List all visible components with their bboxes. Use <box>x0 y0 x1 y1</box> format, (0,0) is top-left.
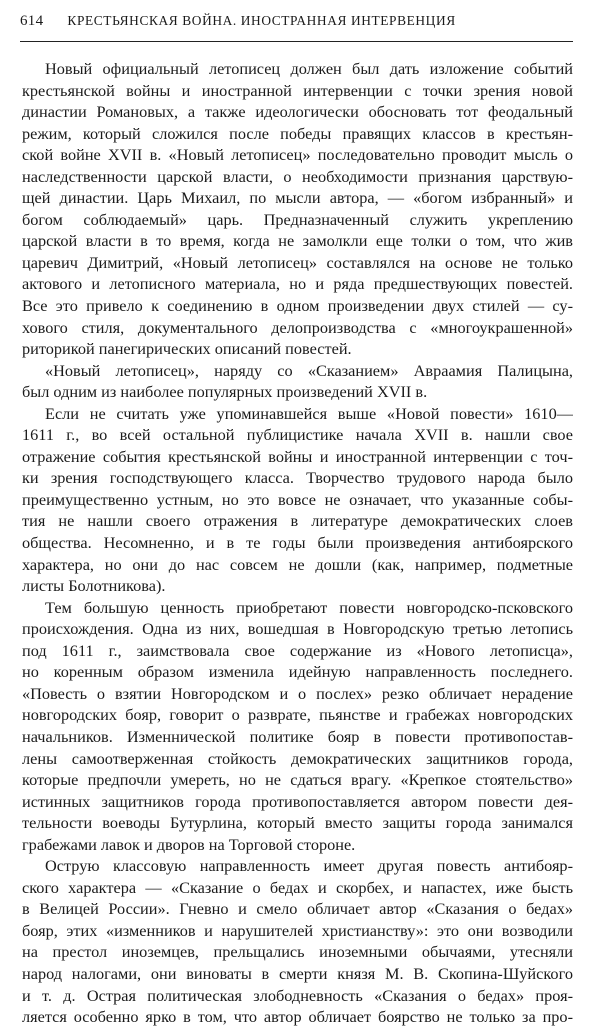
text-line: был одним из наиболее популярных произведений XVII в. <box>22 382 428 402</box>
text-line: династии Романовых, а также идеологически обосновать тот феодальный <box>22 102 573 122</box>
text-line: начальников. Изменнической политике бояр в повести противопостав- <box>22 726 573 746</box>
text-line: богом соблюдаемый» царь. Предназначенный служить укреплению <box>22 209 573 229</box>
body-text <box>22 58 573 1028</box>
text-line: хового стиля, документального делопроизводства с «многоукрашенной» <box>22 317 573 337</box>
text-line: грабежами лавок и дворов на Торговой стороне. <box>22 834 356 854</box>
text-line: «Повесть о взятии Новгородском и о послех» резко обличает нерадение <box>22 683 573 703</box>
text-line: бояр, этих «изменников и нарушителей христианству»: это они возводили <box>22 920 573 940</box>
text-line: режим, который сложился после победы правящих классов в крестьян- <box>22 123 573 143</box>
text-line: ляется особенно ярко в том, что автор обличает боярство не только за про- <box>22 1007 573 1027</box>
text-line: ки зрения господствующего класса. Творчество трудового народа было <box>22 468 573 488</box>
text-line: «Новый летописец», наряду со «Сказанием» Авраамия Палицына, <box>45 360 573 380</box>
text-line: общества. Несомненно, и в те годы были произведения антибоярского <box>22 533 573 553</box>
text-line: Тем большую ценность приобретают повести новгородско-псковского <box>45 597 573 617</box>
text-line: наследственности царской власти, о необходимости признания царствую- <box>22 166 573 186</box>
running-title: КРЕСТЬЯНСКАЯ ВОЙНА. ИНОСТРАННАЯ ИНТЕРВЕНЦИЯ <box>67 13 456 28</box>
text-line: тельности воеводы Бутурлина, который вместо защиты города занимался <box>22 813 573 833</box>
text-line: Все это привело к соединению в одном произведении двух стилей — су- <box>22 296 573 316</box>
text-line: риторикой панегирических описаний повестей. <box>22 339 352 359</box>
text-line: в Велицей России». Гневно и смело обличает автор «Сказания о бедах» <box>22 899 573 919</box>
text-line: и т. д. Острая политическая злободневность «Сказания о бедах» проя- <box>22 985 573 1005</box>
text-line: которые предпочли умереть, но не сдаться врагу. «Крепкое стоятельство» <box>22 770 573 790</box>
header-rule <box>20 41 573 42</box>
text-line: отражение события крестьянской войны и иностранной интервенции с точ- <box>22 446 573 466</box>
text-line: характера, но они до нас совсем не дошли (как, например, подметные <box>22 554 573 574</box>
text-line: под 1611 г., заимствовала свое содержание из «Нового летописца», <box>22 640 573 660</box>
text-line: листы Болотникова). <box>22 576 166 596</box>
text-line: крестьянской войны и иностранной интервенции с точки зрения новой <box>22 80 573 100</box>
text-line: Острую классовую направленность имеет другая повесть антибояр- <box>45 856 573 876</box>
text-line: царской власти в то время, когда не замолкли еще толки о том, что жив <box>22 231 573 251</box>
text-line: народ налогами, они виноваты в смерти князя М. В. Скопина-Шуйского <box>22 963 573 983</box>
text-line: новгородских бояр, говорит о разврате, пьянстве и грабежах новгородских <box>22 705 573 725</box>
text-line: на престол иноземцев, прельщались иноземными обычаями, утесняли <box>22 942 573 962</box>
text-line: преимущественно устным, но это вовсе не означает, что указанные собы- <box>22 489 573 509</box>
text-line: 1611 г., во всей остальной публицистике начала XVII в. нашли свое <box>22 425 573 445</box>
text-line: ской войне XVII в. «Новый летописец» последовательно проводит мысль о <box>22 145 573 165</box>
text-line: актового и летописного материала, но и ряда предшествующих повестей. <box>22 274 573 294</box>
text-line: Если не считать уже упоминавшейся выше «Новой повести» 1610— <box>45 403 573 423</box>
page-number: 614 <box>20 13 44 29</box>
text-line: ского характера — «Сказание о бедах и скорбех, и напастех, иже бысть <box>22 877 573 897</box>
text-line: истинных защитников города противопоставляется автором повести дея- <box>22 791 573 811</box>
text-line: щей династии. Царь Михаил, по мысли автора, — «богом избранный» и <box>22 188 573 208</box>
text-line: тия не нашли своего отражения в литературе демократических слоев <box>22 511 573 531</box>
text-line: царевич Димитрий, «Новый летописец» составлялся на основе не только <box>22 252 573 272</box>
page-header <box>20 13 580 35</box>
text-line: лены самоотверженная стойкость демократических защитников города, <box>22 748 573 768</box>
text-line: но коренным образом изменила идейную направленность последнего. <box>22 662 573 682</box>
text-line: Новый официальный летописец должен был дать изложение событий <box>45 59 573 78</box>
text-line: происхождения. Одна из них, вошедшая в Новгородскую третью летопись <box>22 619 573 639</box>
